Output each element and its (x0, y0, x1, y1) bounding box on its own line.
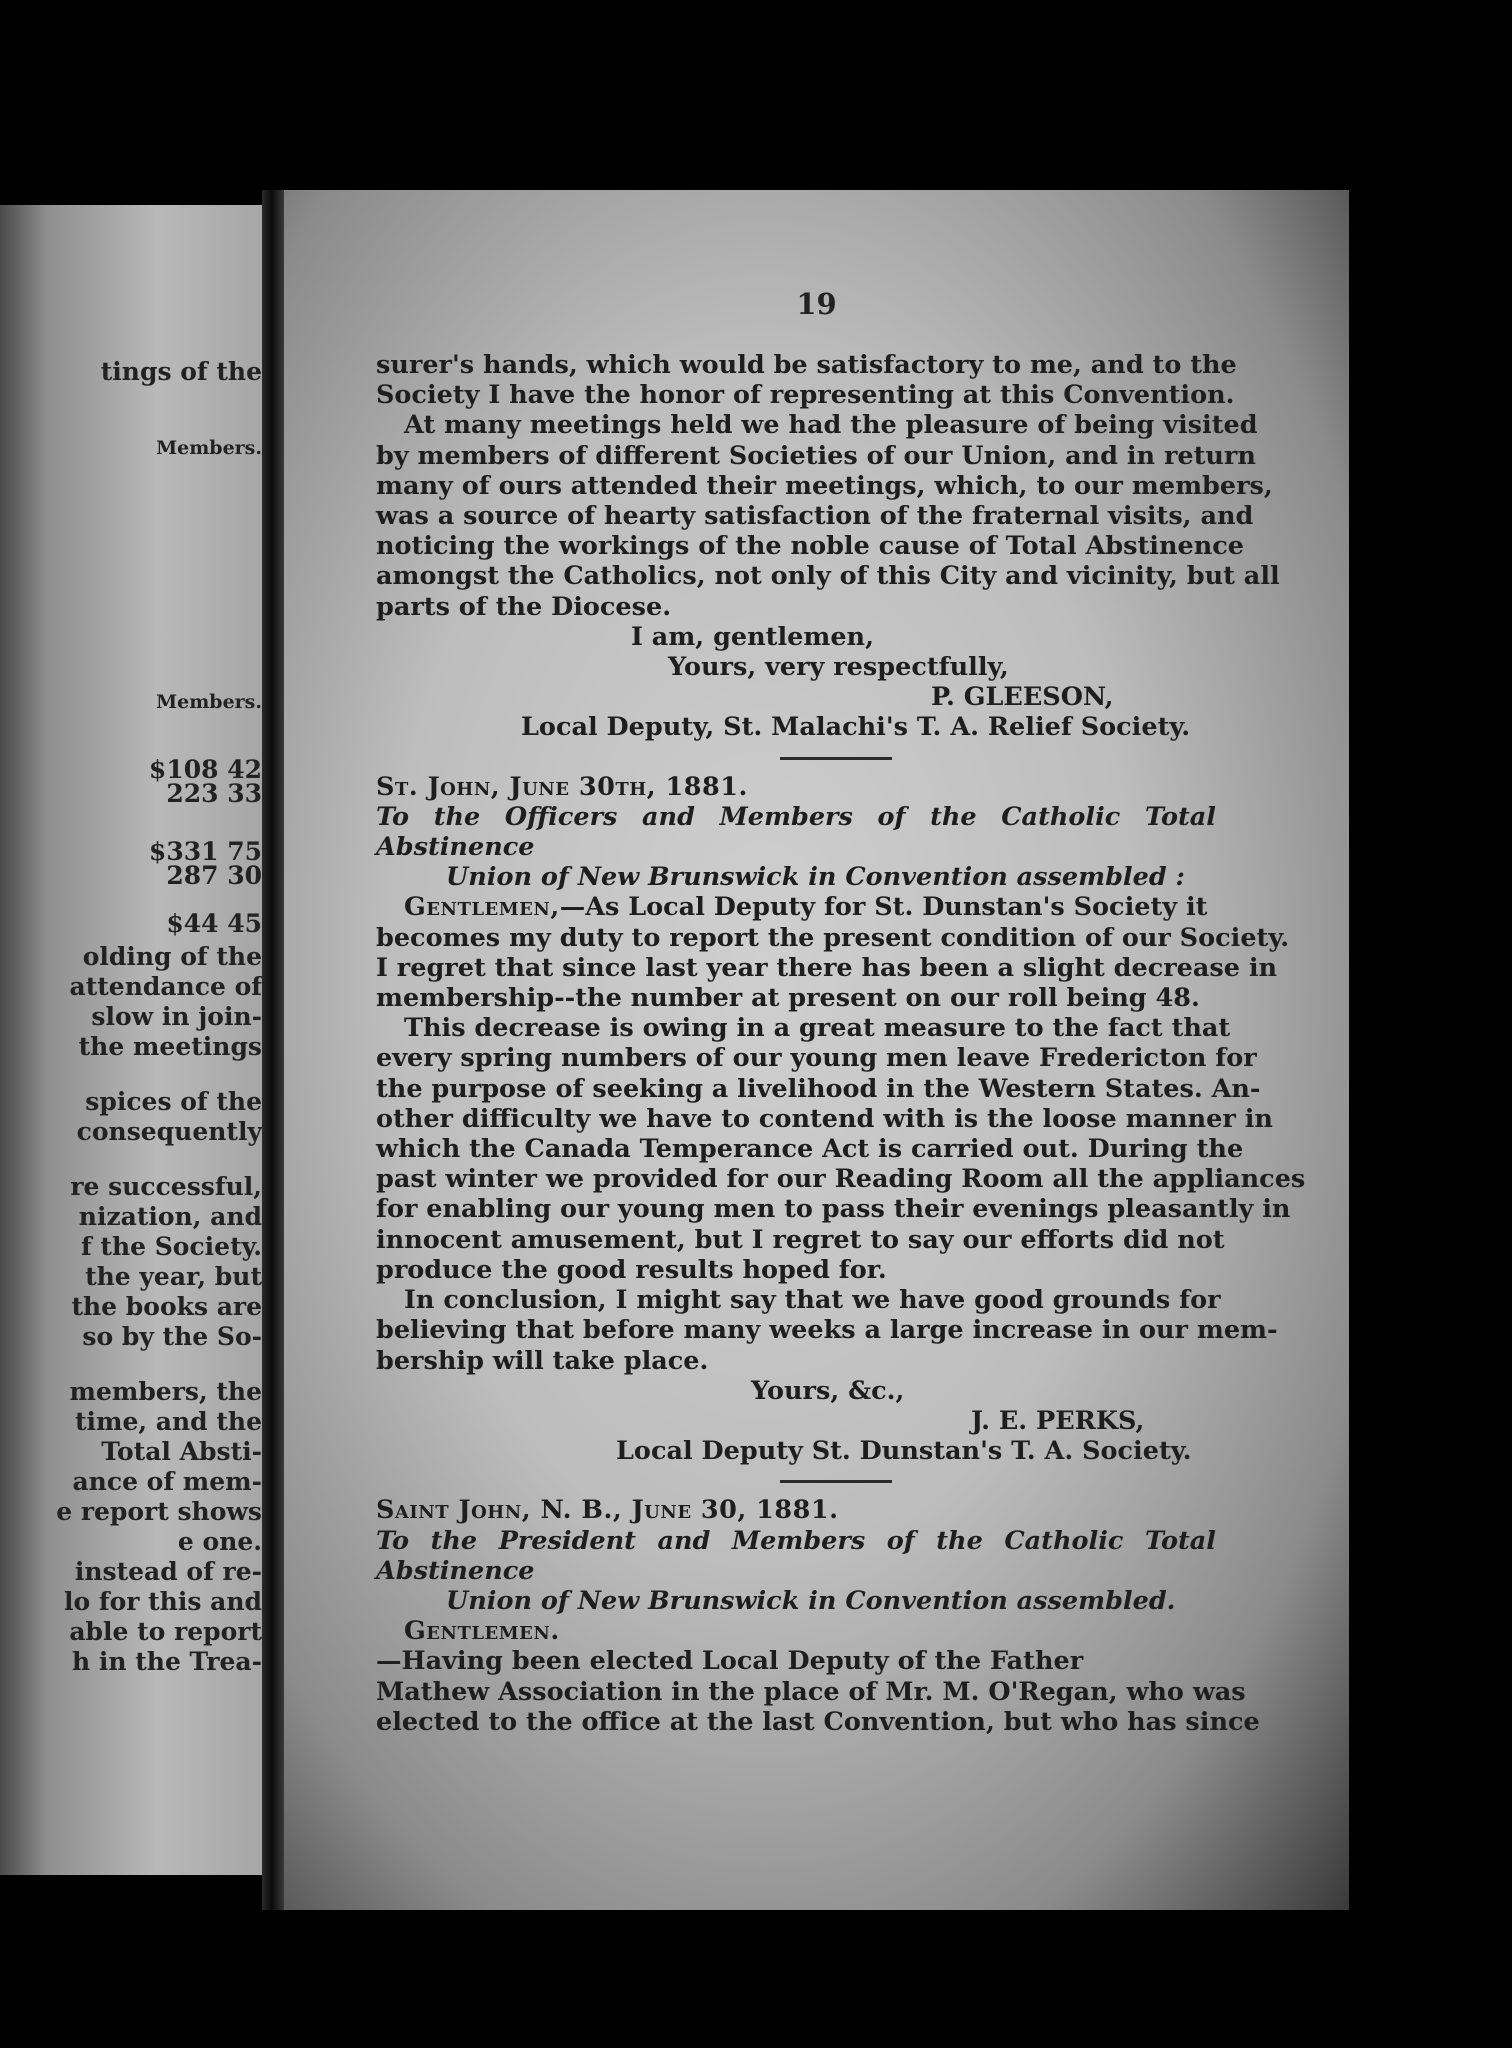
closing-line: I am, gentlemen, (631, 621, 874, 652)
text-line: innocent amusement, but I regret to say our efforts did not (376, 1224, 1225, 1255)
dateline: St. John, June 30th, 1881. (376, 771, 748, 802)
text-line: for enabling our young men to pass their evenings pleasantly in (376, 1194, 1291, 1225)
left-page-line: attendance of (69, 972, 262, 1001)
text-line: by members of different Societies of our Union, and in return (376, 440, 1256, 471)
text-line: membership--the number at present on our roll being 48. (376, 983, 1200, 1014)
letter1-paragraph (376, 410, 1280, 622)
address-line: To the Officers and Members of the Catholic Total Abstinence (376, 801, 1216, 863)
text-line: every spring numbers of our young men leave Fredericton for (376, 1043, 1257, 1074)
text-column (376, 350, 1306, 1737)
left-page-line: the meetings (78, 1032, 262, 1061)
text-line: amongst the Catholics, not only of this City and vicinity, but all (376, 561, 1280, 592)
left-page-line: spices of the (85, 1087, 262, 1116)
text-line: past winter we provided for our Reading Room all the appliances (376, 1164, 1306, 1195)
text-line: bership will take place. (376, 1345, 709, 1376)
letter2-paragraph-3 (376, 1285, 1278, 1376)
letter3-paragraph-1 (376, 1616, 1260, 1737)
left-page-line: Members. (156, 437, 262, 459)
left-page-line: so by the So- (82, 1322, 262, 1351)
left-page-line: the year, but (85, 1262, 262, 1291)
page-number: 19 (796, 287, 837, 321)
letter-address (376, 1526, 1216, 1617)
section-divider (780, 1480, 892, 1483)
text-line: which the Canada Temperance Act is carried out. During the (376, 1134, 1244, 1165)
text-line: other difficulty we have to contend with is the loose manner in (376, 1103, 1273, 1134)
text-line: many of ours attended their meetings, which, to our members, (376, 470, 1273, 501)
address-line: Union of New Brunswick in Convention assembled : (446, 862, 1185, 893)
text-line: surer's hands, which would be satisfactory to me, and to the (376, 350, 1237, 380)
left-page-line: $44 45 (166, 909, 262, 938)
section-divider (780, 757, 892, 760)
text-line: At many meetings held we had the pleasure of being visited (404, 410, 1258, 441)
signatory-title: Local Deputy St. Dunstan's T. A. Society. (616, 1436, 1192, 1467)
film-edge-shadow (1349, 0, 1512, 2048)
text-line: Mathew Association in the place of Mr. M. O'Regan, who was (376, 1676, 1246, 1707)
left-page-line: slow in join- (91, 1002, 262, 1031)
letter2-paragraph-1 (376, 892, 1290, 1014)
text-line: —Having been elected Local Deputy of the Father (376, 1646, 1084, 1677)
left-page-line: Total Absti- (101, 1437, 262, 1466)
text-line: produce the good results hoped for. (376, 1254, 887, 1285)
left-page-line: f the Society. (80, 1232, 262, 1261)
salutation: Gentlemen. (404, 1616, 560, 1647)
address-line: Union of New Brunswick in Convention assembled. (446, 1585, 1176, 1616)
left-page-line: e one. (177, 1527, 262, 1556)
letter2-paragraph-2 (376, 1013, 1306, 1285)
previous-page-fragment (0, 205, 262, 1875)
text-line: noticing the workings of the noble cause of Total Abstinence (376, 531, 1245, 562)
left-page-line: e report shows (56, 1497, 262, 1526)
left-page-line: able to report (69, 1617, 262, 1646)
text-line: Society I have the honor of representing at this Convention. (376, 380, 1235, 411)
left-page-line: $331 75 (148, 837, 262, 866)
left-page-line: Members. (156, 691, 262, 713)
text-line: elected to the office at the last Convention, but who has since (376, 1706, 1260, 1737)
left-page-line: tings of the (100, 357, 262, 386)
closing-line: Yours, very respectfully, (668, 652, 1009, 683)
left-page-line: h in the Trea- (71, 1647, 262, 1676)
address-line: To the President and Members of the Catholic Total Abstinence (376, 1525, 1216, 1586)
text-line: becomes my duty to report the present condition of our Society. (376, 922, 1290, 953)
dateline: Saint John, N. B., June 30, 1881. (376, 1495, 839, 1526)
left-page-line: re successful, (70, 1172, 262, 1201)
letter1-continuation (376, 350, 1237, 411)
left-page-line: olding of the (82, 942, 262, 971)
left-page-line: time, and the (75, 1407, 262, 1436)
text-line: the purpose of seeking a livelihood in the Western States. An- (376, 1073, 1261, 1104)
left-page-line: ance of mem- (72, 1467, 262, 1496)
left-page-line: lo for this and (63, 1587, 262, 1616)
left-page-line: nization, and (78, 1202, 262, 1231)
text-line: parts of the Diocese. (376, 591, 672, 622)
left-page-line: instead of re- (74, 1557, 262, 1586)
signatory-name: P. GLEESON, (931, 682, 1114, 713)
text-line: In conclusion, I might say that we have good grounds for (404, 1285, 1221, 1316)
closing-line: Yours, &c., (751, 1375, 905, 1406)
left-page-line: the books are (71, 1292, 262, 1321)
text-line: I regret that since last year there has been a slight decrease in (376, 952, 1278, 983)
letter-address (376, 802, 1216, 893)
page-19 (284, 190, 1349, 1910)
signatory-name: J. E. PERKS, (971, 1405, 1145, 1436)
left-page-line: 223 33 (166, 779, 262, 808)
text-line: believing that before many weeks a large increase in our mem- (376, 1315, 1278, 1346)
left-page-line: members, the (69, 1377, 262, 1406)
left-page-line: $108 42 (148, 755, 262, 784)
left-page-line: 287 30 (166, 861, 262, 890)
left-page-line: consequently (76, 1117, 262, 1146)
text-line: —As Local Deputy for St. Dunstan's Society it (559, 892, 1208, 923)
text-line: This decrease is owing in a great measure to the fact that (404, 1013, 1231, 1044)
salutation: Gentlemen, (404, 892, 560, 923)
signatory-title: Local Deputy, St. Malachi's T. A. Relief Society. (521, 712, 1191, 743)
text-line: was a source of hearty satisfaction of the fraternal visits, and (376, 501, 1254, 532)
page-gutter (262, 190, 284, 1910)
